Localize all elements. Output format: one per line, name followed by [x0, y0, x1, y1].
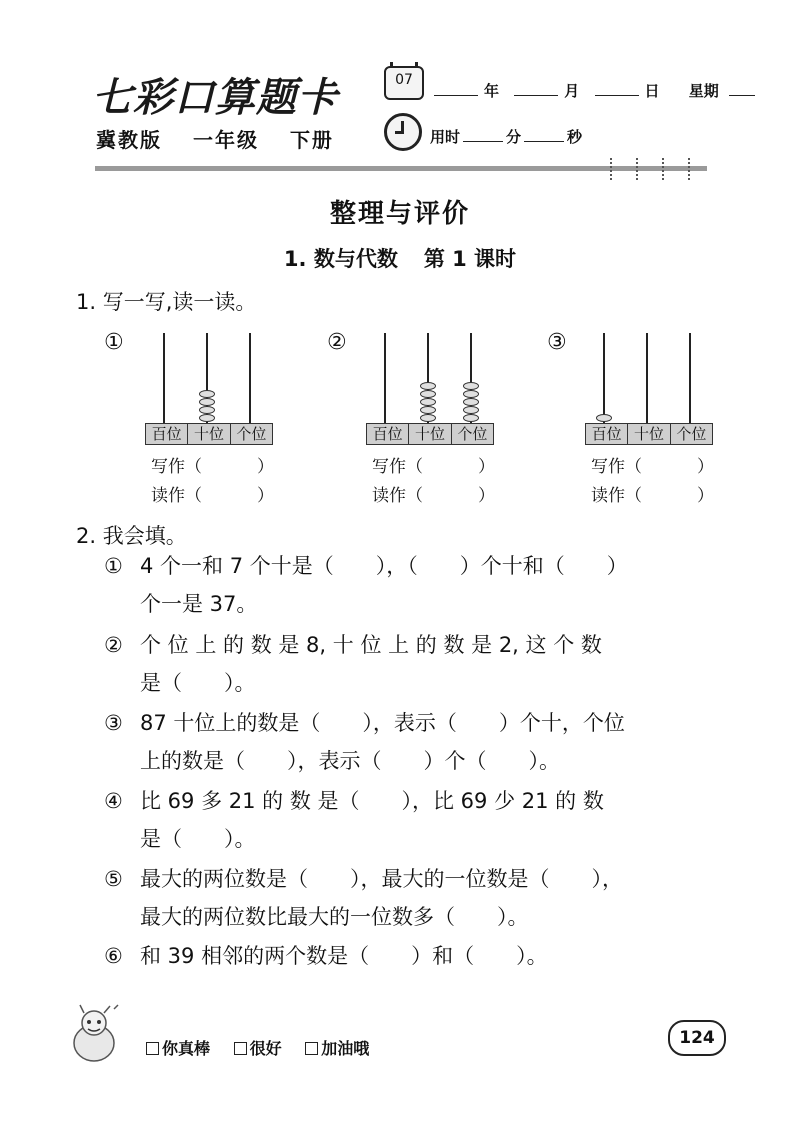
abacus-rod: [689, 333, 691, 423]
checkbox-icon: [234, 1042, 247, 1055]
time-used-label: 用时: [430, 128, 461, 146]
write-answer-close-paren[interactable]: ）: [697, 457, 714, 477]
abacus-rod: [384, 333, 386, 423]
abacus: [366, 333, 496, 523]
write-answer-close-paren[interactable]: ）: [257, 457, 274, 477]
abacus-number-label: ②: [327, 330, 347, 355]
clock-icon: [384, 113, 422, 151]
rule-tick: [662, 158, 666, 180]
edition-publisher: 冀教版: [96, 128, 162, 152]
place-label: 百位: [146, 424, 188, 444]
item-number: ③: [104, 711, 123, 735]
abacus-bead: [199, 398, 215, 406]
edition-volume: 下册: [289, 128, 334, 152]
item-number: ⑥: [104, 944, 123, 968]
item-line-1: 87 十位上的数是（ ），表示（ ）个十，个位: [140, 711, 625, 735]
page-subtitle: [0, 243, 800, 273]
place-label: 十位: [409, 424, 451, 444]
seconds-blank[interactable]: [524, 141, 564, 142]
rule-tick: [636, 158, 640, 180]
month-label: 月: [564, 82, 580, 100]
abacus-bead: [420, 414, 436, 422]
abacus-bead: [420, 398, 436, 406]
write-answer-label: 写作（: [591, 457, 642, 477]
calendar-icon: [384, 66, 424, 100]
abacus-bead: [463, 414, 479, 422]
item-line-2: 是（ ）。: [140, 671, 256, 695]
item-line-1: 最大的两位数是（ ），最大的一位数是（ ），: [140, 867, 623, 891]
day-blank[interactable]: [595, 95, 639, 96]
year-label: 年: [484, 82, 500, 100]
abacus-place-labels: [145, 423, 273, 445]
subtitle-lesson: 第 1 课时: [423, 247, 517, 271]
abacus: [585, 333, 715, 523]
rating-great-label: 你真棒: [162, 1039, 211, 1058]
subtitle-topic: 1. 数与代数: [283, 247, 398, 271]
checkbox-icon: [305, 1042, 318, 1055]
date-line: [430, 80, 759, 101]
abacus-bead: [199, 414, 215, 422]
place-label: 个位: [676, 425, 707, 443]
rule-tick: [688, 158, 692, 180]
item-line-1: 个 位 上 的 数 是 8, 十 位 上 的 数 是 2, 这 个 数: [140, 633, 602, 657]
checkbox-icon: [146, 1042, 159, 1055]
rating-good[interactable]: [234, 1039, 282, 1058]
year-blank[interactable]: [434, 95, 478, 96]
minutes-blank[interactable]: [463, 141, 503, 142]
rating-keep-going[interactable]: [305, 1039, 369, 1058]
weekday-label: 星期: [688, 82, 719, 100]
page-number: 124: [668, 1020, 726, 1056]
item-line-2: 个一是 37。: [140, 592, 258, 616]
rating-good-label: 很好: [249, 1039, 282, 1058]
item-line-2: 最大的两位数比最大的一位数多（ ）。: [140, 905, 529, 929]
read-answer-close-paren[interactable]: ）: [697, 486, 714, 506]
abacus-rod: [163, 333, 165, 423]
abacus-number-label: ③: [547, 330, 567, 355]
read-answer-close-paren[interactable]: ）: [478, 486, 495, 506]
item-line-1: 比 69 多 21 的 数 是（ ），比 69 少 21 的 数: [140, 789, 604, 813]
item-number: ①: [104, 554, 123, 578]
abacus-bead: [199, 390, 215, 398]
read-answer-close-paren[interactable]: ）: [257, 486, 274, 506]
abacus-number-label: ①: [104, 330, 124, 355]
page-title: 整理与评价: [329, 199, 470, 229]
abacus-rod: [603, 333, 605, 423]
abacus-place-labels: [585, 423, 713, 445]
header-rule: [95, 166, 707, 171]
day-label: 日: [644, 82, 660, 100]
abacus-bead: [463, 398, 479, 406]
item-number: ④: [104, 789, 123, 813]
abacus-bead: [596, 414, 612, 422]
edition-line: [96, 124, 356, 153]
place-label: 个位: [457, 425, 488, 443]
calendar-number: 07: [395, 72, 413, 88]
abacus-bead: [463, 382, 479, 390]
write-answer-close-paren[interactable]: ）: [478, 457, 495, 477]
abacus-bead: [420, 406, 436, 414]
item-line-2: 上的数是（ ），表示（ ）个（ ）。: [140, 749, 560, 773]
edition-grade: 一年级: [192, 128, 259, 152]
question-1-prompt: 1. 写一写,读一读。: [76, 290, 257, 314]
item-line-1: 和 39 相邻的两个数是（ ）和（ ）。: [140, 944, 548, 968]
item-number: ②: [104, 633, 123, 657]
place-label: 百位: [367, 424, 409, 444]
month-blank[interactable]: [514, 95, 558, 96]
abacus: [145, 333, 275, 523]
item-line-2: 是（ ）。: [140, 827, 256, 851]
abacus-rod: [249, 333, 251, 423]
abacus-bead: [199, 406, 215, 414]
place-label: 个位: [236, 425, 267, 443]
place-label: 十位: [188, 424, 230, 444]
abacus-bead: [420, 390, 436, 398]
question-2-prompt: 2. 我会填。: [76, 524, 187, 548]
brand-title: 七彩口算题卡: [92, 74, 338, 121]
abacus-bead: [420, 382, 436, 390]
abacus-bead: [463, 390, 479, 398]
time-line: [430, 126, 582, 147]
abacus-bead: [463, 406, 479, 414]
rating-great[interactable]: [146, 1039, 210, 1058]
read-answer-label: 读作（: [151, 486, 202, 506]
minutes-label: 分: [506, 128, 522, 146]
weekday-blank[interactable]: [729, 95, 755, 96]
read-answer-label: 读作（: [372, 486, 423, 506]
read-answer-label: 读作（: [591, 486, 642, 506]
mascot-icon: [66, 1003, 126, 1065]
place-label: 百位: [586, 424, 628, 444]
place-label: 十位: [628, 424, 670, 444]
item-number: ⑤: [104, 867, 123, 891]
abacus-place-labels: [366, 423, 494, 445]
seconds-label: 秒: [567, 128, 583, 146]
rating-options: [146, 1036, 387, 1059]
rule-tick: [610, 158, 614, 180]
write-answer-label: 写作（: [151, 457, 202, 477]
abacus-rod: [646, 333, 648, 423]
write-answer-label: 写作（: [372, 457, 423, 477]
rating-keep-going-label: 加油哦: [321, 1039, 370, 1058]
item-line-1: 4 个一和 7 个十是（ ），（ ）个十和（ ）: [140, 554, 628, 578]
